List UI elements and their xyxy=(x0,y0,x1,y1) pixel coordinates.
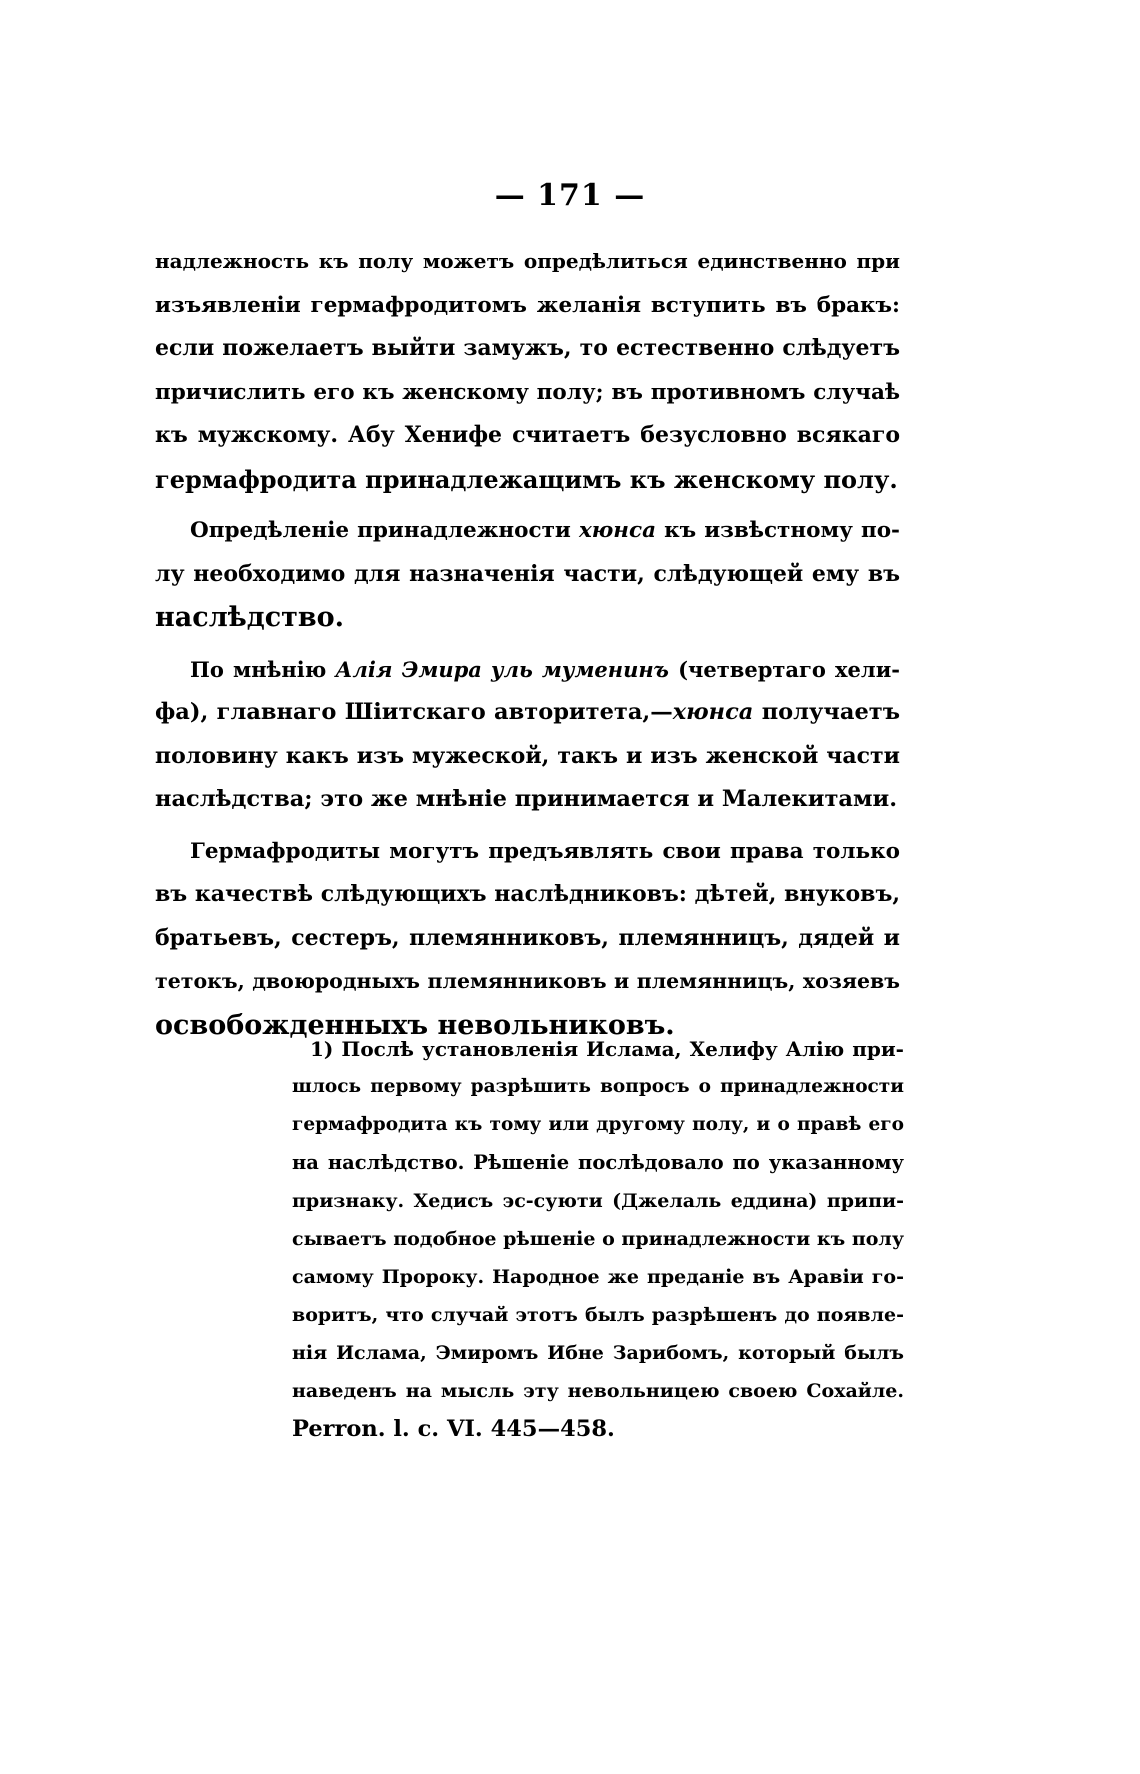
text-run: къ извѣстному по- xyxy=(656,518,900,543)
text-run: По мнѣнію xyxy=(190,656,336,682)
footnote-line: сываетъ подобное рѣшеніе о принадлежности къ полу xyxy=(292,1228,904,1250)
text-line xyxy=(155,691,900,735)
footnote-line: воритъ, что случай этотъ былъ разрѣшенъ до появле- xyxy=(292,1304,904,1326)
footnote-line: на наслѣдство. Рѣшеніе послѣдовало по указанному xyxy=(292,1151,904,1174)
text-line xyxy=(155,509,900,553)
footnote-line: наведенъ на мысль эту невольницею своею Сохайле. xyxy=(292,1380,904,1402)
footnote-line: самому Пророку. Народное же преданіе въ Аравіи го- xyxy=(292,1266,904,1288)
footnote xyxy=(292,1030,904,1448)
text-line: къ мужскому. Абу Хенифе считаетъ безусловно всякаго xyxy=(155,422,900,448)
text-line: причислить его къ женскому полу; въ противномъ случаѣ xyxy=(155,379,900,405)
italic-term: хюнса xyxy=(672,699,754,725)
footnote-line: нія Ислама, Эмиромъ Ибне Зарибомъ, который былъ xyxy=(292,1342,904,1364)
text-line: тетокъ, двоюродныхъ племянниковъ и племянницъ, хозяевъ xyxy=(155,969,900,993)
text-line: наслѣдство. xyxy=(155,602,345,633)
italic-term: Алія Эмира уль муменинъ xyxy=(335,656,669,682)
page-number: — 171 — xyxy=(494,178,646,213)
text-line: освобожденныхъ невольниковъ. xyxy=(155,1009,675,1041)
footnote-line: гермафродита къ тому или другому полу, и о правѣ его xyxy=(292,1114,904,1135)
italic-term: хюнса xyxy=(578,518,656,543)
text-line: половину какъ изъ мужеской, такъ и изъ женской части xyxy=(155,742,900,769)
text-line: гермафродита принадлежащимъ къ женскому полу. xyxy=(155,464,898,494)
text-line: изъявленіи гермафродитомъ желанія вступить въ бракъ: xyxy=(155,292,900,318)
text-line: наслѣдства; это же мнѣніе принимается и Малекитами. xyxy=(155,786,898,812)
text-line: Гермафродиты могутъ предъявлять свои права только xyxy=(190,838,900,864)
footnote-line: 1) Послѣ установленія Ислама, Хелифу Алію при- xyxy=(310,1037,904,1061)
text-run: Опредѣленіе принадлежности xyxy=(190,518,579,543)
paragraph-3 xyxy=(155,648,900,822)
text-line: если пожелаетъ выйти замужъ, то естественно слѣдуетъ xyxy=(155,335,900,361)
footnote-line: шлось первому разрѣшить вопросъ о принадлежности xyxy=(292,1076,904,1097)
text-run: получаетъ xyxy=(753,699,900,725)
text-line: въ качествѣ слѣдующихъ наслѣдниковъ: дѣтей, внуковъ, xyxy=(155,881,900,907)
paragraph-4 xyxy=(155,830,900,1048)
footnote-line: Perron. l. c. VI. 445—458. xyxy=(292,1416,615,1442)
text-run: фа), главнаго Шіитскаго авторитета,— xyxy=(155,699,673,725)
text-line: лу необходимо для назначенія части, слѣдующей ему въ xyxy=(155,560,900,587)
text-line xyxy=(155,648,900,692)
footnote-line: признаку. Хедисъ эс-суюти (Джелаль еддина) припи- xyxy=(292,1190,904,1212)
paragraph-1 xyxy=(155,240,900,501)
text-line: братьевъ, сестеръ, племянниковъ, племянницъ, дядей и xyxy=(155,924,900,951)
paragraph-2 xyxy=(155,509,900,640)
text-run: (четвертаго хели- xyxy=(668,656,900,682)
main-text xyxy=(155,240,900,1047)
text-line: надлежность къ полу можетъ опредѣлиться единственно при xyxy=(155,249,900,273)
